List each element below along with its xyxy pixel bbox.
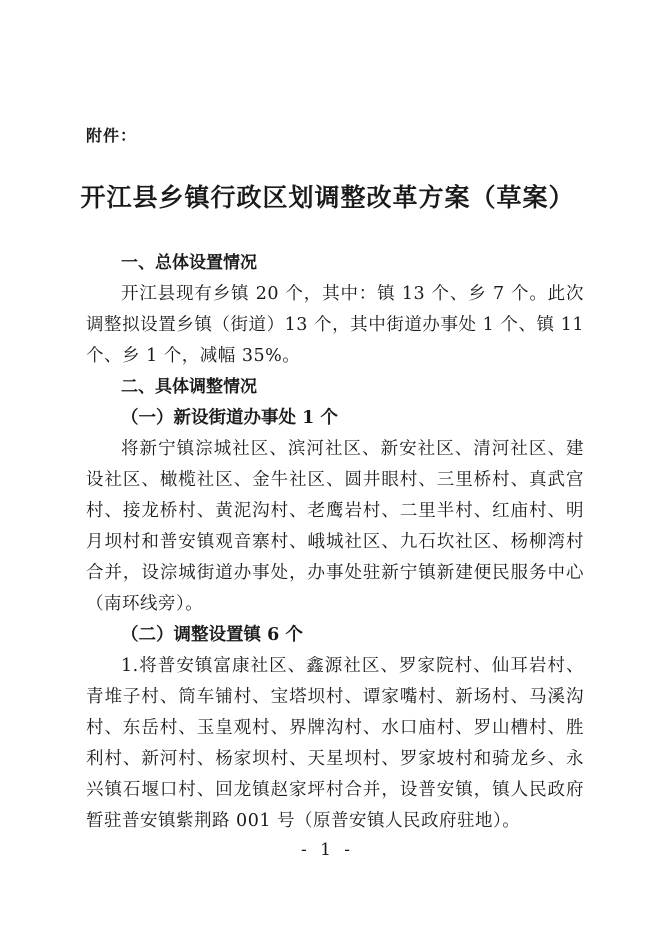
section-1-paragraph: 开江县现有乡镇 20 个，其中：镇 13 个、乡 7 个。此次调整拟设置乡镇（街道）13 个，其中街道办事处 1 个、镇 11 个、乡 1 个，减幅 35%。	[86, 284, 584, 366]
attachment-label: 附件：	[86, 126, 138, 145]
section-1-heading: 一、总体设置情况	[121, 253, 257, 273]
subsection-2-heading: （二）调整设置镇 6 个	[121, 625, 303, 645]
document-body	[86, 248, 584, 837]
subsection-2-paragraph: 1.将普安镇富康社区、鑫源社区、罗家院村、仙耳岩村、青堆子村、筒车铺村、宝塔坝村、谭家嘴村、新场村、马溪沟村、东岳村、玉皇观村、界牌沟村、水口庙村、罗山槽村、胜利村、新河村、杨家坝村、天星坝村、罗家坡村和骑龙乡、永兴镇石堰口村、回龙镇赵家坪村合并，设普安镇，镇人民政府暂驻普安镇紫荆路 001 号（原普安镇人民政府驻地）。	[86, 656, 584, 831]
document-title: 开江县乡镇行政区划调整改革方案（草案）	[80, 183, 575, 212]
section-2-heading: 二、具体调整情况	[121, 377, 257, 397]
subsection-1-paragraph: 将新宁镇淙城社区、滨河社区、新安社区、清河社区、建设社区、橄榄社区、金牛社区、圆井眼村、三里桥村、真武宫村、接龙桥村、黄泥沟村、老鹰岩村、二里半村、红庙村、明月坝村和普安镇观音寨村、峨城社区、九石坎社区、杨柳湾村合并，设淙城街道办事处，办事处驻新宁镇新建便民服务中心（南环线旁）。	[86, 439, 584, 614]
subsection-1-heading: （一）新设街道办事处 1 个	[121, 408, 338, 428]
page-number: - 1 -	[300, 840, 355, 860]
